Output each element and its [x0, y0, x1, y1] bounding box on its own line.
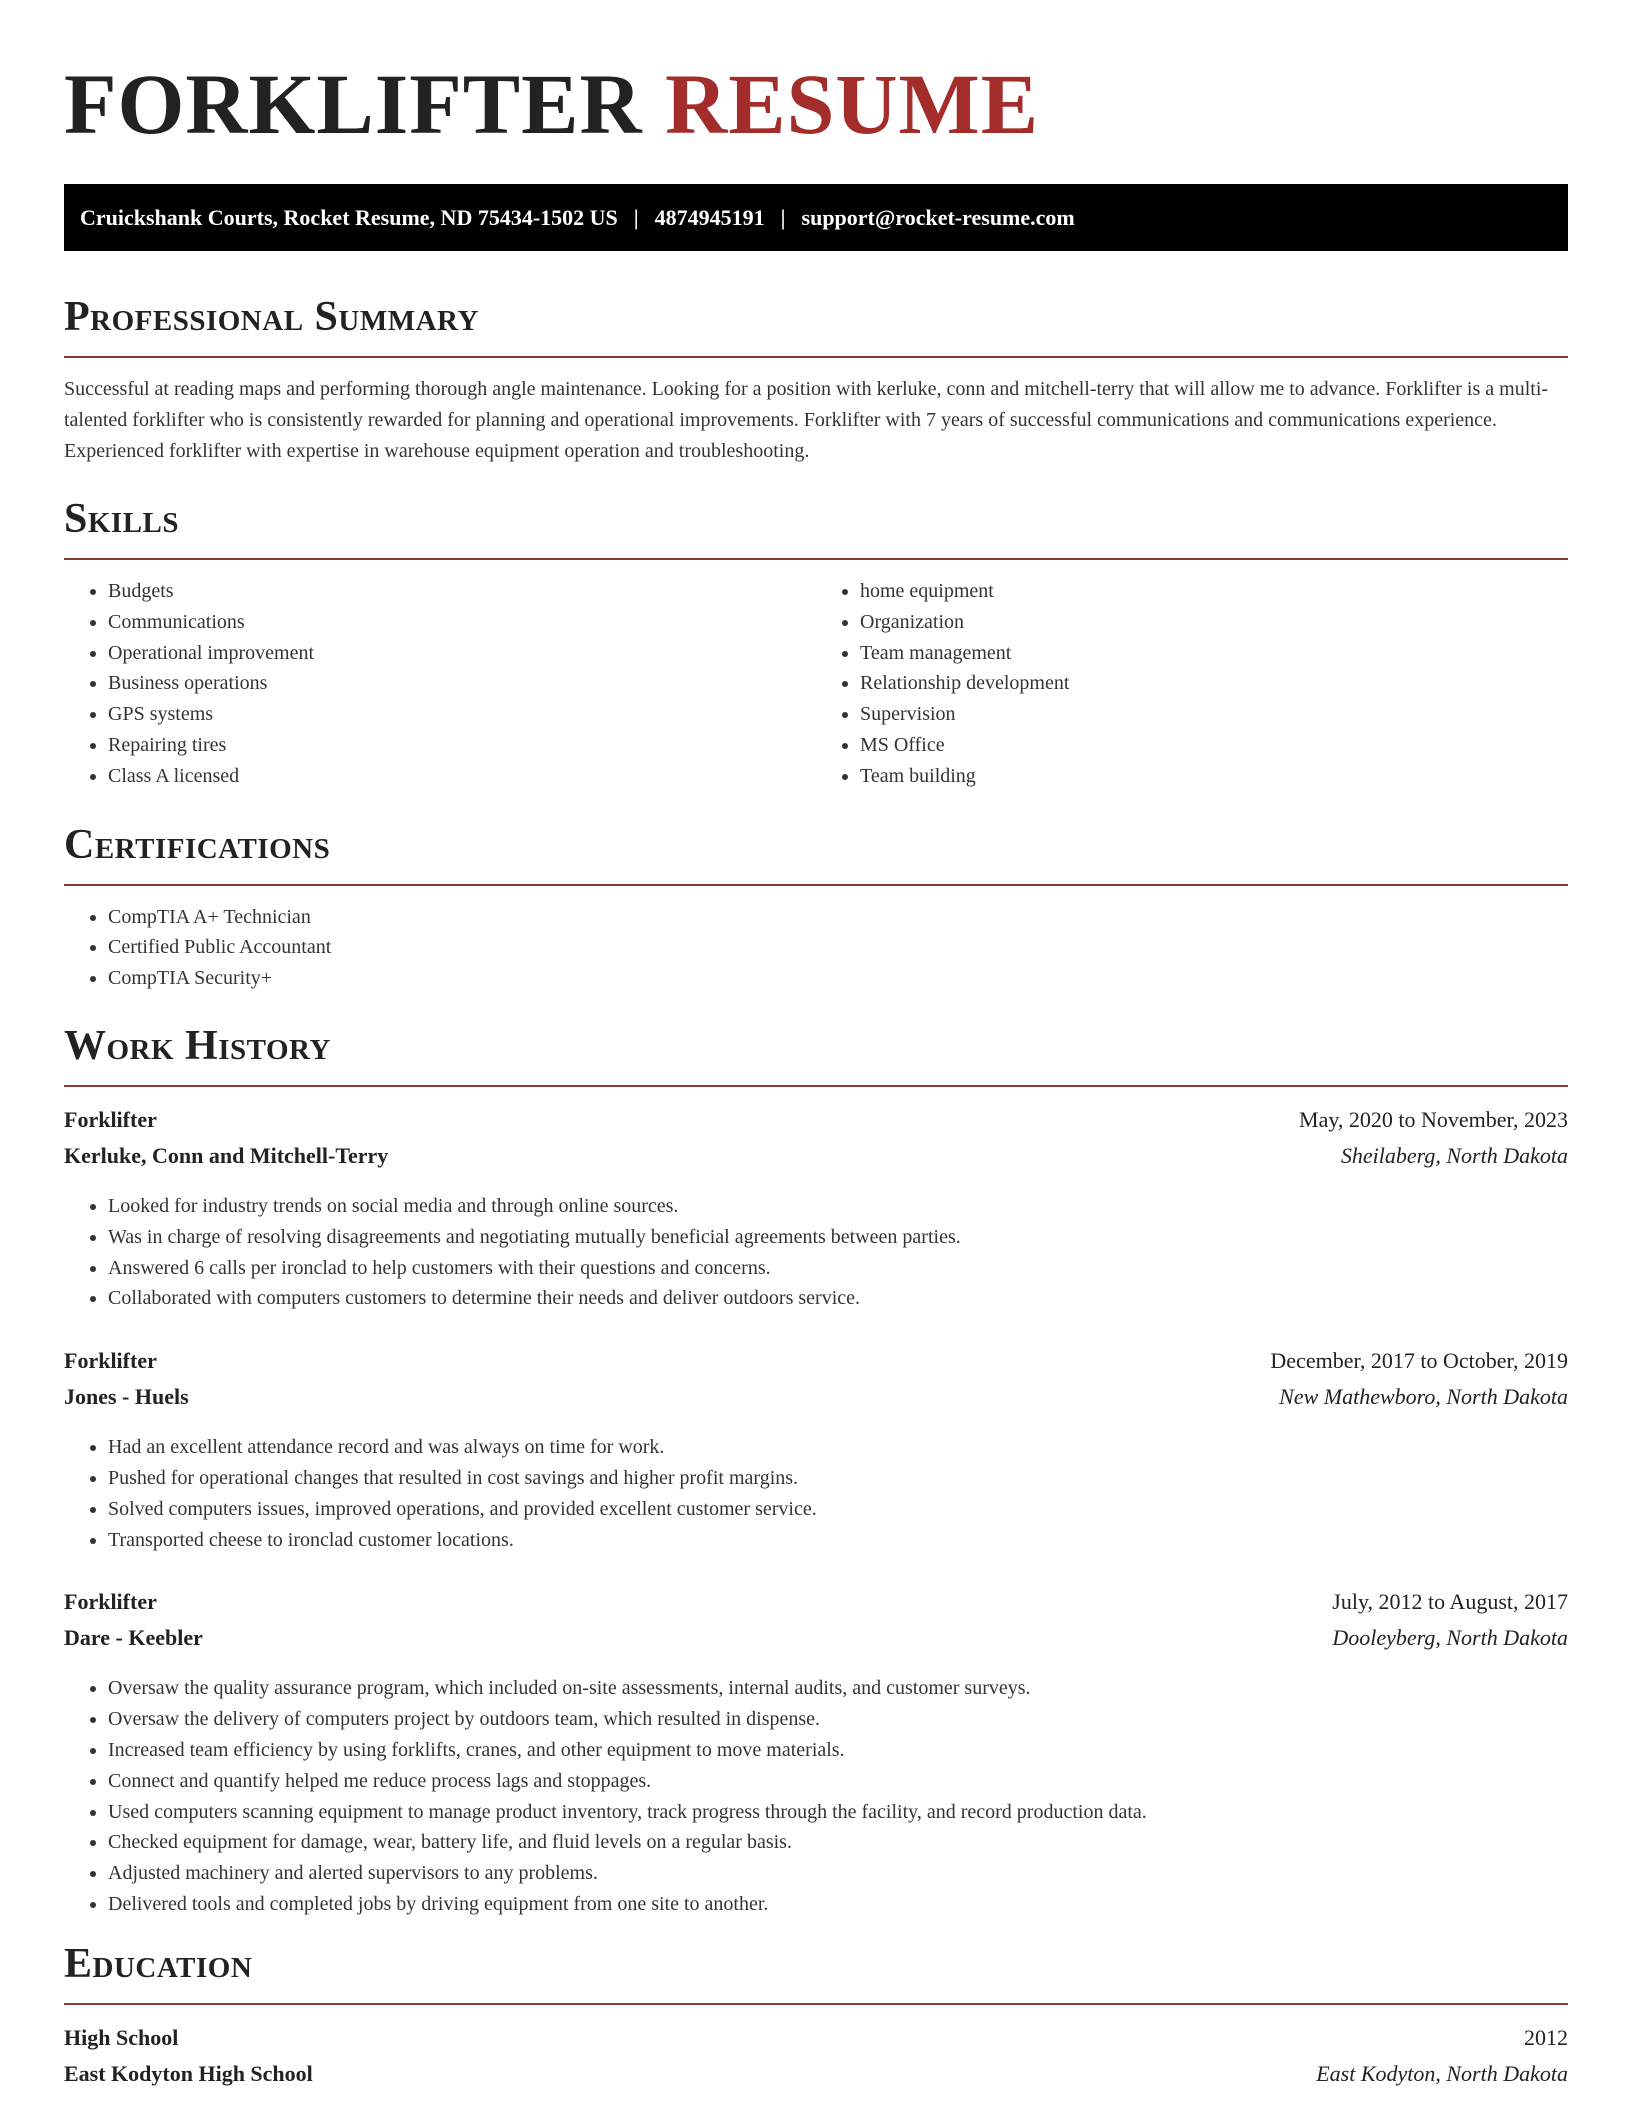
job-bullet-list	[64, 1191, 1568, 1314]
skill-item: • Supervision	[860, 699, 1568, 730]
skill-item: • Organization	[860, 607, 1568, 638]
job-bullet: • Checked equipment for damage, wear, battery life, and fluid levels on a regular basis.	[108, 1827, 1568, 1858]
job-row-top	[64, 1348, 1568, 1384]
certification-item: • CompTIA Security+	[108, 963, 1568, 994]
job-bullet-list	[64, 1673, 1568, 1919]
education-degree: High School	[64, 2024, 179, 2050]
contact-separator: |	[633, 204, 639, 230]
job-bullet: • Pushed for operational changes that resulted in cost savings and higher profit margins.	[108, 1463, 1568, 1494]
skill-item: • Class A licensed	[108, 761, 816, 792]
job-bullet: • Transported cheese to ironclad customer locations.	[108, 1525, 1568, 1556]
education-entry	[64, 2025, 1568, 2097]
skill-item: • Team building	[860, 761, 1568, 792]
job-bullet: • Answered 6 calls per ironclad to help customers with their questions and concerns.	[108, 1253, 1568, 1284]
job-bullet: • Was in charge of resolving disagreements and negotiating mutually beneficial agreements between parties.	[108, 1222, 1568, 1253]
contact-phone: 4874945191	[654, 204, 765, 230]
section-title-certifications: Certifications	[64, 821, 331, 868]
education-section	[64, 1939, 1568, 2097]
job-bullet: • Looked for industry trends on social media and through online sources.	[108, 1191, 1568, 1222]
education-location: East Kodyton, North Dakota	[1316, 2060, 1568, 2086]
contact-separator: |	[780, 204, 786, 230]
job-company: Kerluke, Conn and Mitchell-Terry	[64, 1142, 389, 1168]
job-bullet: • Increased team efficiency by using forklifts, cranes, and other equipment to move materials.	[108, 1735, 1568, 1766]
skill-item: • Communications	[108, 607, 816, 638]
job-bullet: • Oversaw the delivery of computers project by outdoors team, which resulted in dispense.	[108, 1704, 1568, 1735]
job-location: Dooleyberg, North Dakota	[1332, 1625, 1568, 1651]
job-bullet: • Delivered tools and completed jobs by driving equipment from one site to another.	[108, 1889, 1568, 1920]
skills-list-left	[64, 576, 816, 792]
job-dates: December, 2017 to October, 2019	[1270, 1348, 1568, 1374]
section-divider	[64, 2003, 1568, 2005]
skill-item: • MS Office	[860, 730, 1568, 761]
job-bullet: • Adjusted machinery and alerted supervisors to any problems.	[108, 1858, 1568, 1889]
job-dates: May, 2020 to November, 2023	[1299, 1106, 1568, 1132]
summary-section	[64, 292, 1568, 467]
resume-name-heading	[64, 54, 1568, 154]
job-row-bottom	[64, 1384, 1568, 1420]
certifications-list	[64, 902, 1568, 994]
contact-email: support@rocket-resume.com	[801, 204, 1075, 230]
section-title-education: Education	[64, 1940, 253, 1987]
job-bullet: • Collaborated with computers customers to determine their needs and deliver outdoors service.	[108, 1283, 1568, 1314]
certification-item: • CompTIA A+ Technician	[108, 902, 1568, 933]
job-dates: July, 2012 to August, 2017	[1332, 1589, 1568, 1615]
job-title: Forklifter	[64, 1348, 157, 1374]
certification-item: • Certified Public Accountant	[108, 932, 1568, 963]
job-title: Forklifter	[64, 1106, 157, 1132]
job-company: Jones - Huels	[64, 1384, 189, 1410]
job-list	[64, 1107, 1568, 1920]
job-location: New Mathewboro, North Dakota	[1279, 1384, 1568, 1410]
section-title-work-history: Work History	[64, 1022, 331, 1069]
section-title-summary: Professional Summary	[64, 294, 479, 340]
section-divider	[64, 1085, 1568, 1087]
skills-section	[64, 494, 1568, 792]
education-school: East Kodyton High School	[64, 2060, 313, 2086]
skills-list-right	[816, 576, 1568, 792]
job-title: Forklifter	[64, 1589, 157, 1615]
skill-item: • Relationship development	[860, 668, 1568, 699]
contact-address: Cruickshank Courts, Rocket Resume, ND 75434-1502 US	[80, 204, 618, 230]
job-row-bottom	[64, 1625, 1568, 1661]
job-bullet: • Used computers scanning equipment to manage product inventory, track progress through the facility, and record production data.	[108, 1797, 1568, 1828]
job-entry	[64, 1107, 1568, 1314]
summary-text: Successful at reading maps and performing thorough angle maintenance. Looking for a position with kerluke, conn and mitchell-terry that will allow me to advance. Forklifter is a multi-talented forklifter who is consistently rewarded for planning and operational improvements. Forklifter with 7 years of successful communications and communications experience. Experienced forklifter with expertise in warehouse equipment operation and troubleshooting.	[64, 378, 1549, 462]
name-first: FORKLIFTER	[64, 56, 643, 152]
job-bullet: • Connect and quantify helped me reduce process lags and stoppages.	[108, 1766, 1568, 1797]
education-row-top	[64, 2025, 1568, 2061]
job-row-top	[64, 1107, 1568, 1143]
skill-item: • Team management	[860, 638, 1568, 669]
skills-columns	[64, 560, 1568, 792]
job-entry	[64, 1348, 1568, 1555]
skill-item: • home equipment	[860, 576, 1568, 607]
job-bullet: • Solved computers issues, improved operations, and provided excellent customer service.	[108, 1494, 1568, 1525]
education-year: 2012	[1524, 2024, 1568, 2050]
job-bullet-list	[64, 1432, 1568, 1555]
job-bullet: • Had an excellent attendance record and was always on time for work.	[108, 1432, 1568, 1463]
name-second: RESUME	[665, 56, 1040, 152]
job-entry	[64, 1589, 1568, 1919]
contact-bar	[64, 184, 1568, 251]
education-row-bottom	[64, 2061, 1568, 2097]
job-bullet: • Oversaw the quality assurance program, which included on-site assessments, internal audits, and customer surveys.	[108, 1673, 1568, 1704]
certifications-section	[64, 820, 1568, 994]
skill-item: • Business operations	[108, 668, 816, 699]
section-divider	[64, 884, 1568, 886]
job-row-bottom	[64, 1143, 1568, 1179]
section-divider	[64, 356, 1568, 358]
skill-item: • GPS systems	[108, 699, 816, 730]
work-history-section	[64, 1021, 1568, 1920]
job-row-top	[64, 1589, 1568, 1625]
skill-item: • Budgets	[108, 576, 816, 607]
job-company: Dare - Keebler	[64, 1625, 203, 1651]
section-title-skills: Skills	[64, 496, 180, 542]
skill-item: • Operational improvement	[108, 638, 816, 669]
skill-item: • Repairing tires	[108, 730, 816, 761]
job-location: Sheilaberg, North Dakota	[1340, 1142, 1568, 1168]
